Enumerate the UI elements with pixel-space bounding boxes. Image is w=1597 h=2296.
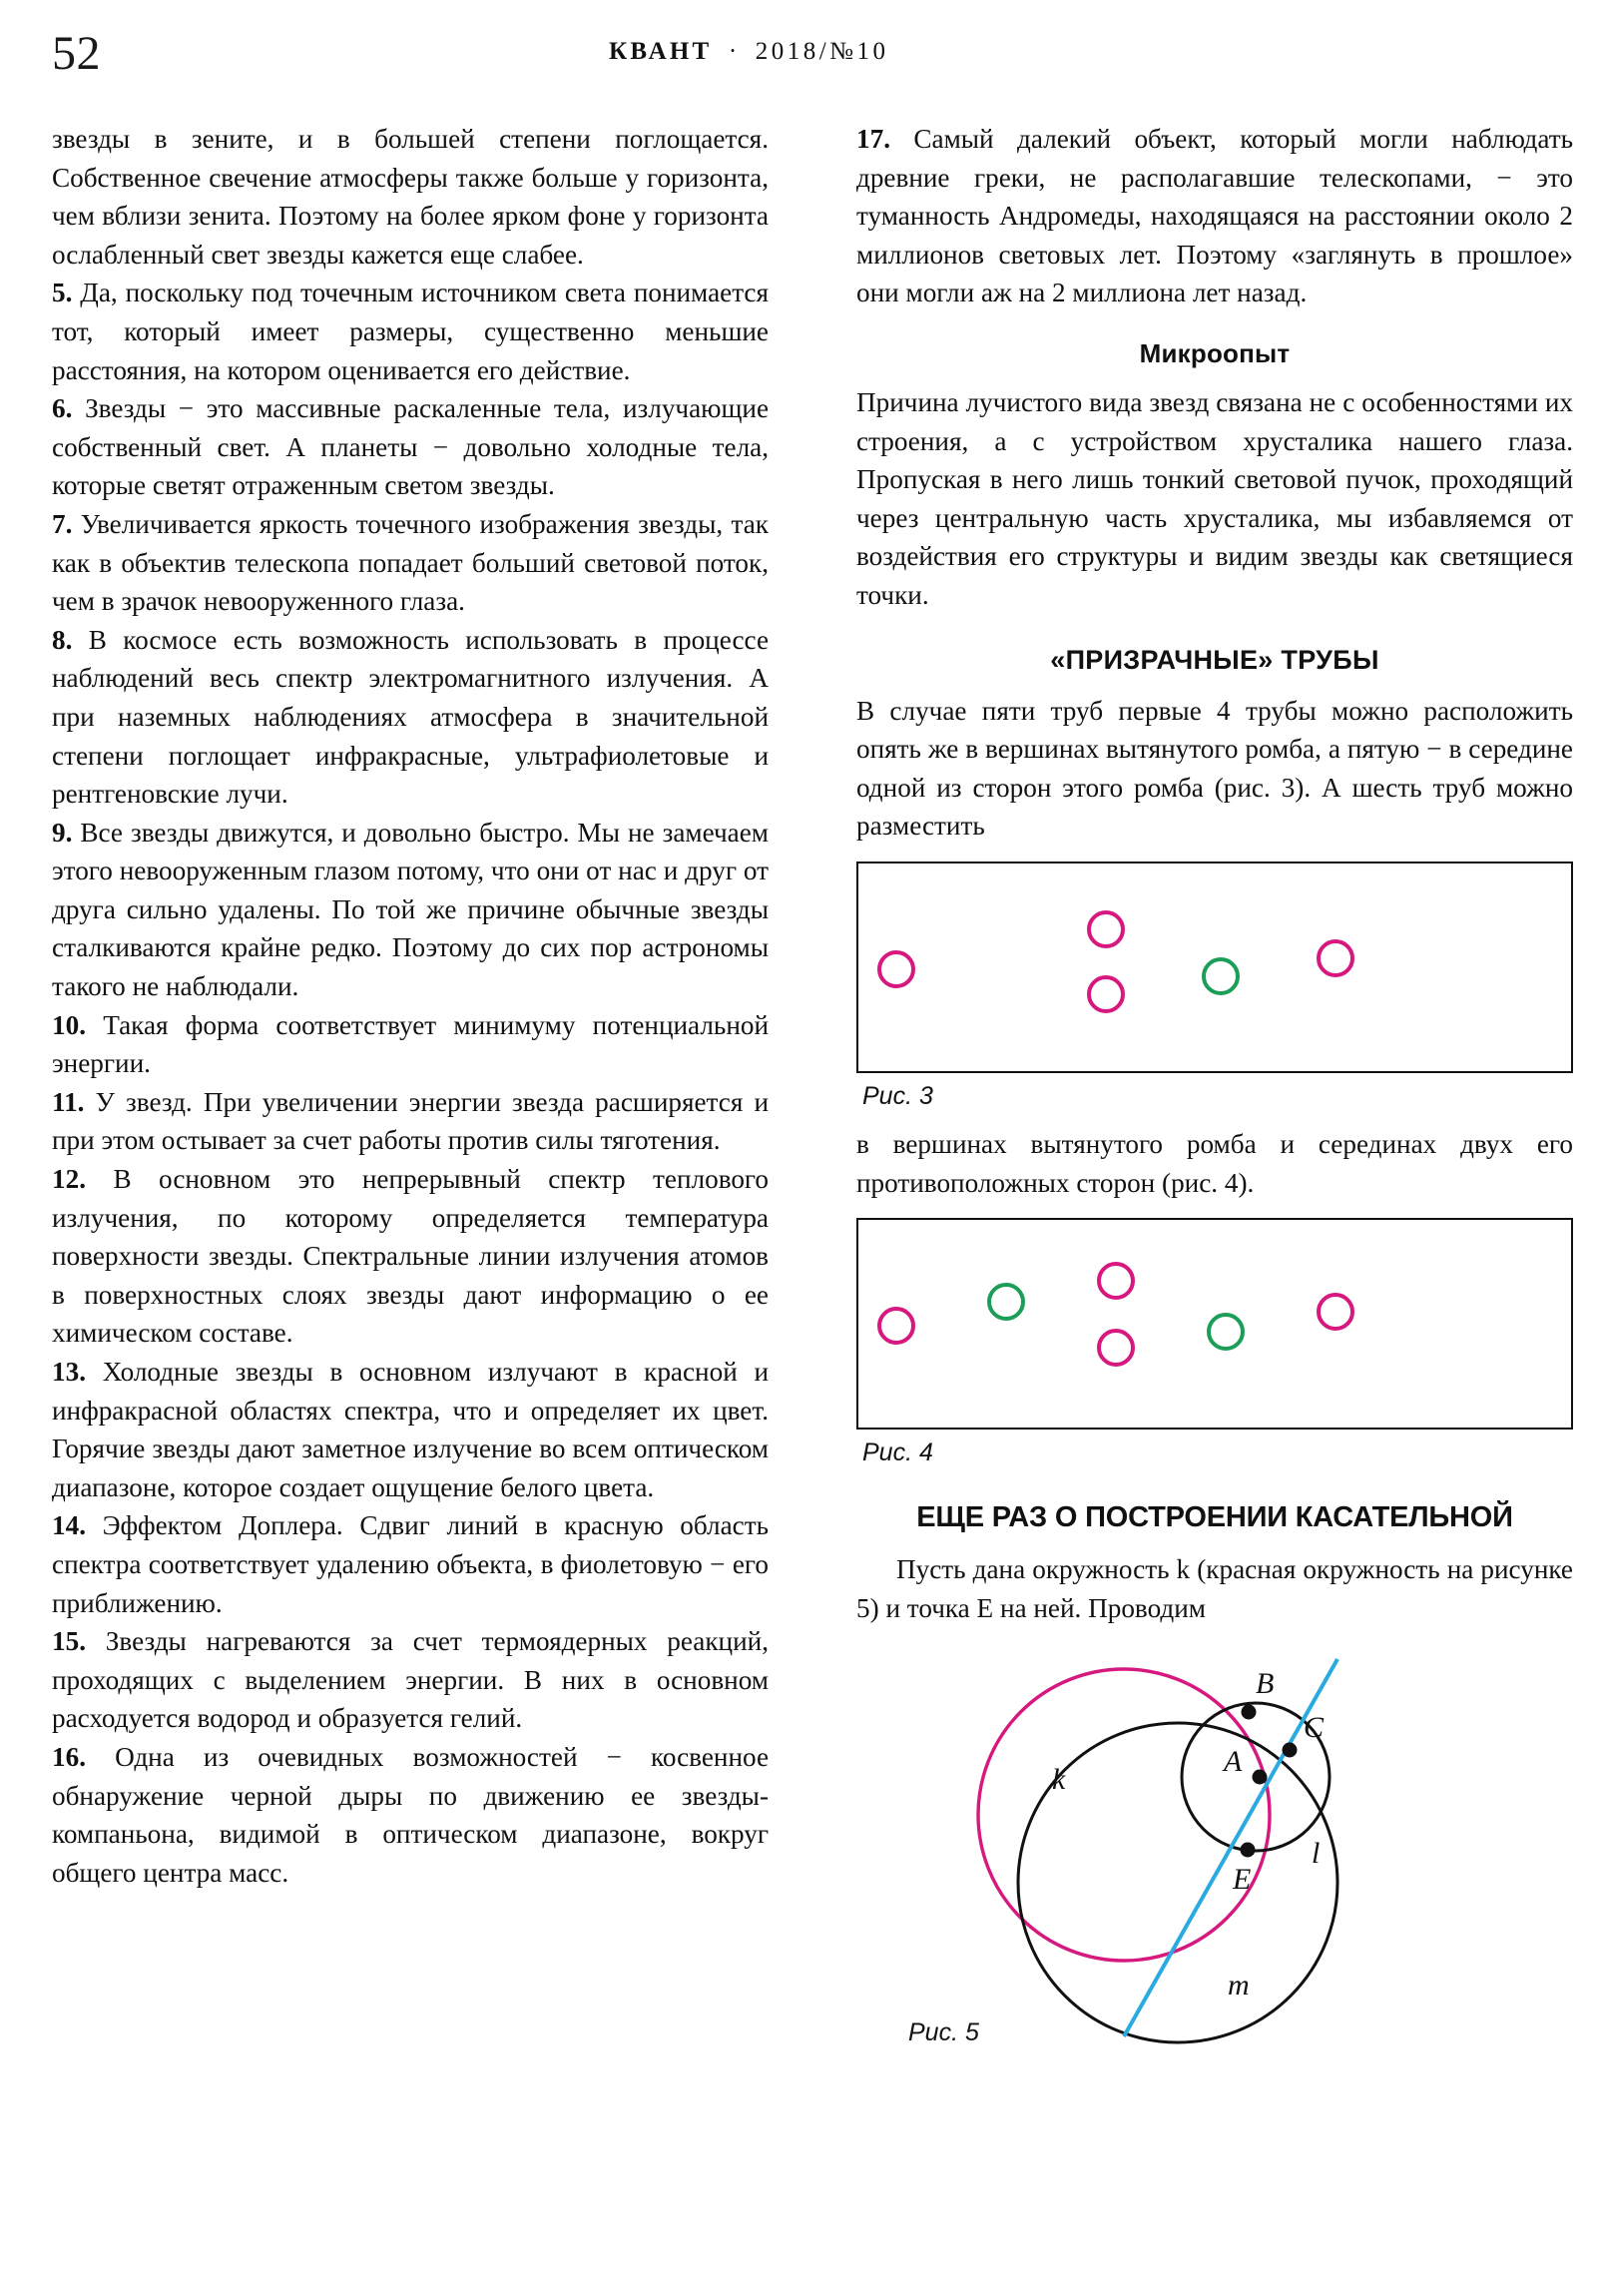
figure-4-diagram [858, 1220, 1571, 1428]
point-E [1241, 1843, 1256, 1858]
answer-13 [52, 1353, 769, 1506]
figure-3 [856, 861, 1573, 1111]
tube-circle-magenta [1319, 941, 1352, 975]
figure-5-diagram [856, 1637, 1573, 2036]
tube-circle-magenta [1319, 1295, 1352, 1329]
circle-m-black [1018, 1723, 1337, 2042]
answer-number: 9. [52, 817, 73, 848]
figure-3-frame [856, 861, 1573, 1073]
answer-text: В космосе есть возможность использовать в процессе наблюдений весь спектр электромагнитного излучения. А при наземных наблюдениях атмосфера в значительной степени поглощает инфракрасные, ультрафиолетовые и рентгеновские лучи. [52, 624, 770, 810]
figure-4-frame [856, 1218, 1573, 1430]
answer-text: Увеличивается яркость точечного изображения звезды, так как в объектив телескопа попадает больший световой поток, чем в зрачок невооруженного глаза. [52, 508, 770, 617]
page-header [0, 0, 1597, 100]
tube-circle-magenta [1099, 1331, 1133, 1365]
tube-circle-green [989, 1285, 1023, 1319]
header-separator: · [728, 38, 740, 65]
answer-16 [52, 1738, 769, 1892]
answer-11 [52, 1083, 769, 1160]
label-l: l [1312, 1837, 1321, 1871]
label-C: C [1304, 1711, 1325, 1745]
figure-4-caption: Рис. 4 [862, 1438, 933, 1467]
paragraph-continuation: звезды в зените, и в большей степени поглощается. Собственное свечение атмосферы также больше у горизонта, чем вблизи зенита. Поэтому на более ярком фоне у горизонта ослабленный свет звезды кажется еще слабее. [52, 124, 769, 270]
tube-circle-magenta [1089, 977, 1123, 1011]
heading-microexperiment: Микроопыт [1139, 337, 1291, 368]
tangent-text: Пусть дана окружность k (красная окружность на рисунке 5) и точка E на ней. Проводим [856, 1554, 1573, 1623]
answer-12 [52, 1160, 769, 1353]
label-k: k [1052, 1763, 1066, 1797]
figure-4 [856, 1218, 1573, 1467]
page-number: 52 [52, 27, 101, 80]
answer-9 [52, 814, 769, 1006]
journal-title: КВАНТ [609, 38, 713, 65]
answer-number: 6. [52, 393, 73, 424]
answer-text: Эффектом Доплера. Сдвиг линий в красную область спектра соответствует удалению объекта, в фиолетовую − его приближению. [52, 1510, 769, 1618]
label-E: E [1233, 1863, 1252, 1897]
point-B [1242, 1705, 1257, 1720]
tube-circle-magenta [1099, 1264, 1133, 1298]
answer-number: 15. [52, 1626, 86, 1657]
microexperiment-text: Причина лучистого вида звезд связана не с особенностями их строения, а с устройством хрусталика нашего глаза. Пропуская в него лишь тонкий световой пучок, проходящий через центральную часть хрусталика, мы избавляемся от воздействия его структуры и видим звезды как светящиеся точки. [856, 386, 1573, 610]
answer-8 [52, 621, 769, 814]
figure-5 [856, 1637, 1573, 2066]
figure-3-diagram [858, 863, 1571, 1071]
tube-circle-green [1204, 959, 1238, 993]
answer-number: 14. [52, 1510, 86, 1541]
answer-number: 8. [52, 624, 73, 655]
answer-text: Звезды нагреваются за счет термоядерных реакций, проходящих с выделением энергии. В них в основном расходуется водород и образуется гелий. [52, 1626, 769, 1734]
answer-17 [856, 120, 1573, 312]
point-A [1253, 1770, 1268, 1785]
label-m: m [1228, 1969, 1250, 2003]
answer-10 [52, 1006, 769, 1083]
ghost-tubes-text-2: в вершинах вытянутого ромба и серединах двух его противоположных сторон (рис. 4). [856, 1128, 1573, 1198]
answer-text: В основном это непрерывный спектр теплового излучения, по которому определяется температура поверхности звезды. Спектральные линии излучения атомов в поверхностных слоях звезды дают информацию о ее химическом составе. [52, 1164, 770, 1349]
label-B: B [1256, 1667, 1275, 1701]
answer-7 [52, 505, 769, 621]
answer-15 [52, 1622, 769, 1738]
answer-text: У звезд. При увеличении энергии звезда расширяется и при этом остывает за счет работы против силы тяготения. [52, 1086, 770, 1156]
issue-label: 2018/№10 [755, 38, 889, 65]
answer-number: 7. [52, 508, 73, 539]
answer-text: Звезды − это массивные раскаленные тела, излучающие собственный свет. А планеты − довольно холодные тела, которые светят отраженным светом звезды. [52, 393, 770, 501]
tube-circle-magenta [879, 1309, 913, 1343]
answer-number: 10. [52, 1009, 86, 1040]
left-column [52, 120, 769, 1892]
answer-number: 17. [856, 124, 890, 154]
answer-6 [52, 389, 769, 505]
answer-number: 12. [52, 1164, 86, 1195]
answer-text: Самый далекий объект, который могли наблюдать древние греки, не располагавшие телескопами, − это туманность Андромеды, находящаяся на расстоянии около 2 миллионов световых лет. Поэтому «заглянуть в прошлое» они могли аж на 2 миллиона лет назад. [856, 124, 1573, 308]
answer-text: Холодные звезды в основном излучают в красной и инфракрасной областях спектра, что и определяет их цвет. Горячие звезды дают заметное излучение во всем оптическом диапазоне, которое создает ощущение белого цвета. [52, 1357, 769, 1502]
answer-text: Одна из очевидных возможностей − косвенное обнаружение черной дыры по движению ее звезды-компаньона, видимой в оптическом диапазоне, вокруг общего центра масс. [52, 1741, 770, 1888]
answer-5 [52, 274, 769, 389]
answer-number: 5. [52, 278, 73, 308]
answer-number: 16. [52, 1741, 86, 1772]
figure-5-caption: Рис. 5 [908, 2018, 979, 2047]
answer-text: Такая форма соответствует минимуму потенциальной энергии. [52, 1009, 770, 1079]
tube-circle-green [1209, 1315, 1243, 1349]
answer-14 [52, 1506, 769, 1622]
tube-circle-magenta [879, 952, 913, 986]
right-column [856, 120, 1573, 2066]
answer-number: 13. [52, 1357, 86, 1387]
heading-tangent-construction: ЕЩЕ РАЗ О ПОСТРОЕНИИ КАСАТЕЛЬНОЙ [916, 1501, 1513, 1534]
answer-text: Все звезды движутся, и довольно быстро. Мы не замечаем этого невооруженным глазом потому, что они от нас и друг от друга сильно удалены. По той же причине обычные звезды сталкиваются крайне редко. Поэтому до сих пор астрономы такого не наблюдали. [52, 817, 769, 1002]
point-C [1283, 1743, 1298, 1758]
tube-circle-magenta [1089, 912, 1123, 946]
running-head [609, 38, 889, 66]
label-A: A [1224, 1745, 1243, 1779]
figure-3-caption: Рис. 3 [862, 1081, 933, 1110]
heading-ghost-tubes: «ПРИЗРАЧНЫЕ» ТРУБЫ [1050, 644, 1379, 675]
answer-text: Да, поскольку под точечным источником света понимается тот, который имеет размеры, существенно меньшие расстояния, на котором оценивается его действие. [52, 278, 769, 385]
ghost-tubes-text-1: В случае пяти труб первые 4 трубы можно расположить опять же в вершинах вытянутого ромба, а пятую − в середине одной из сторон этого ромба (рис. 3). А шесть труб можно разместить [856, 695, 1573, 842]
answer-number: 11. [52, 1086, 85, 1117]
